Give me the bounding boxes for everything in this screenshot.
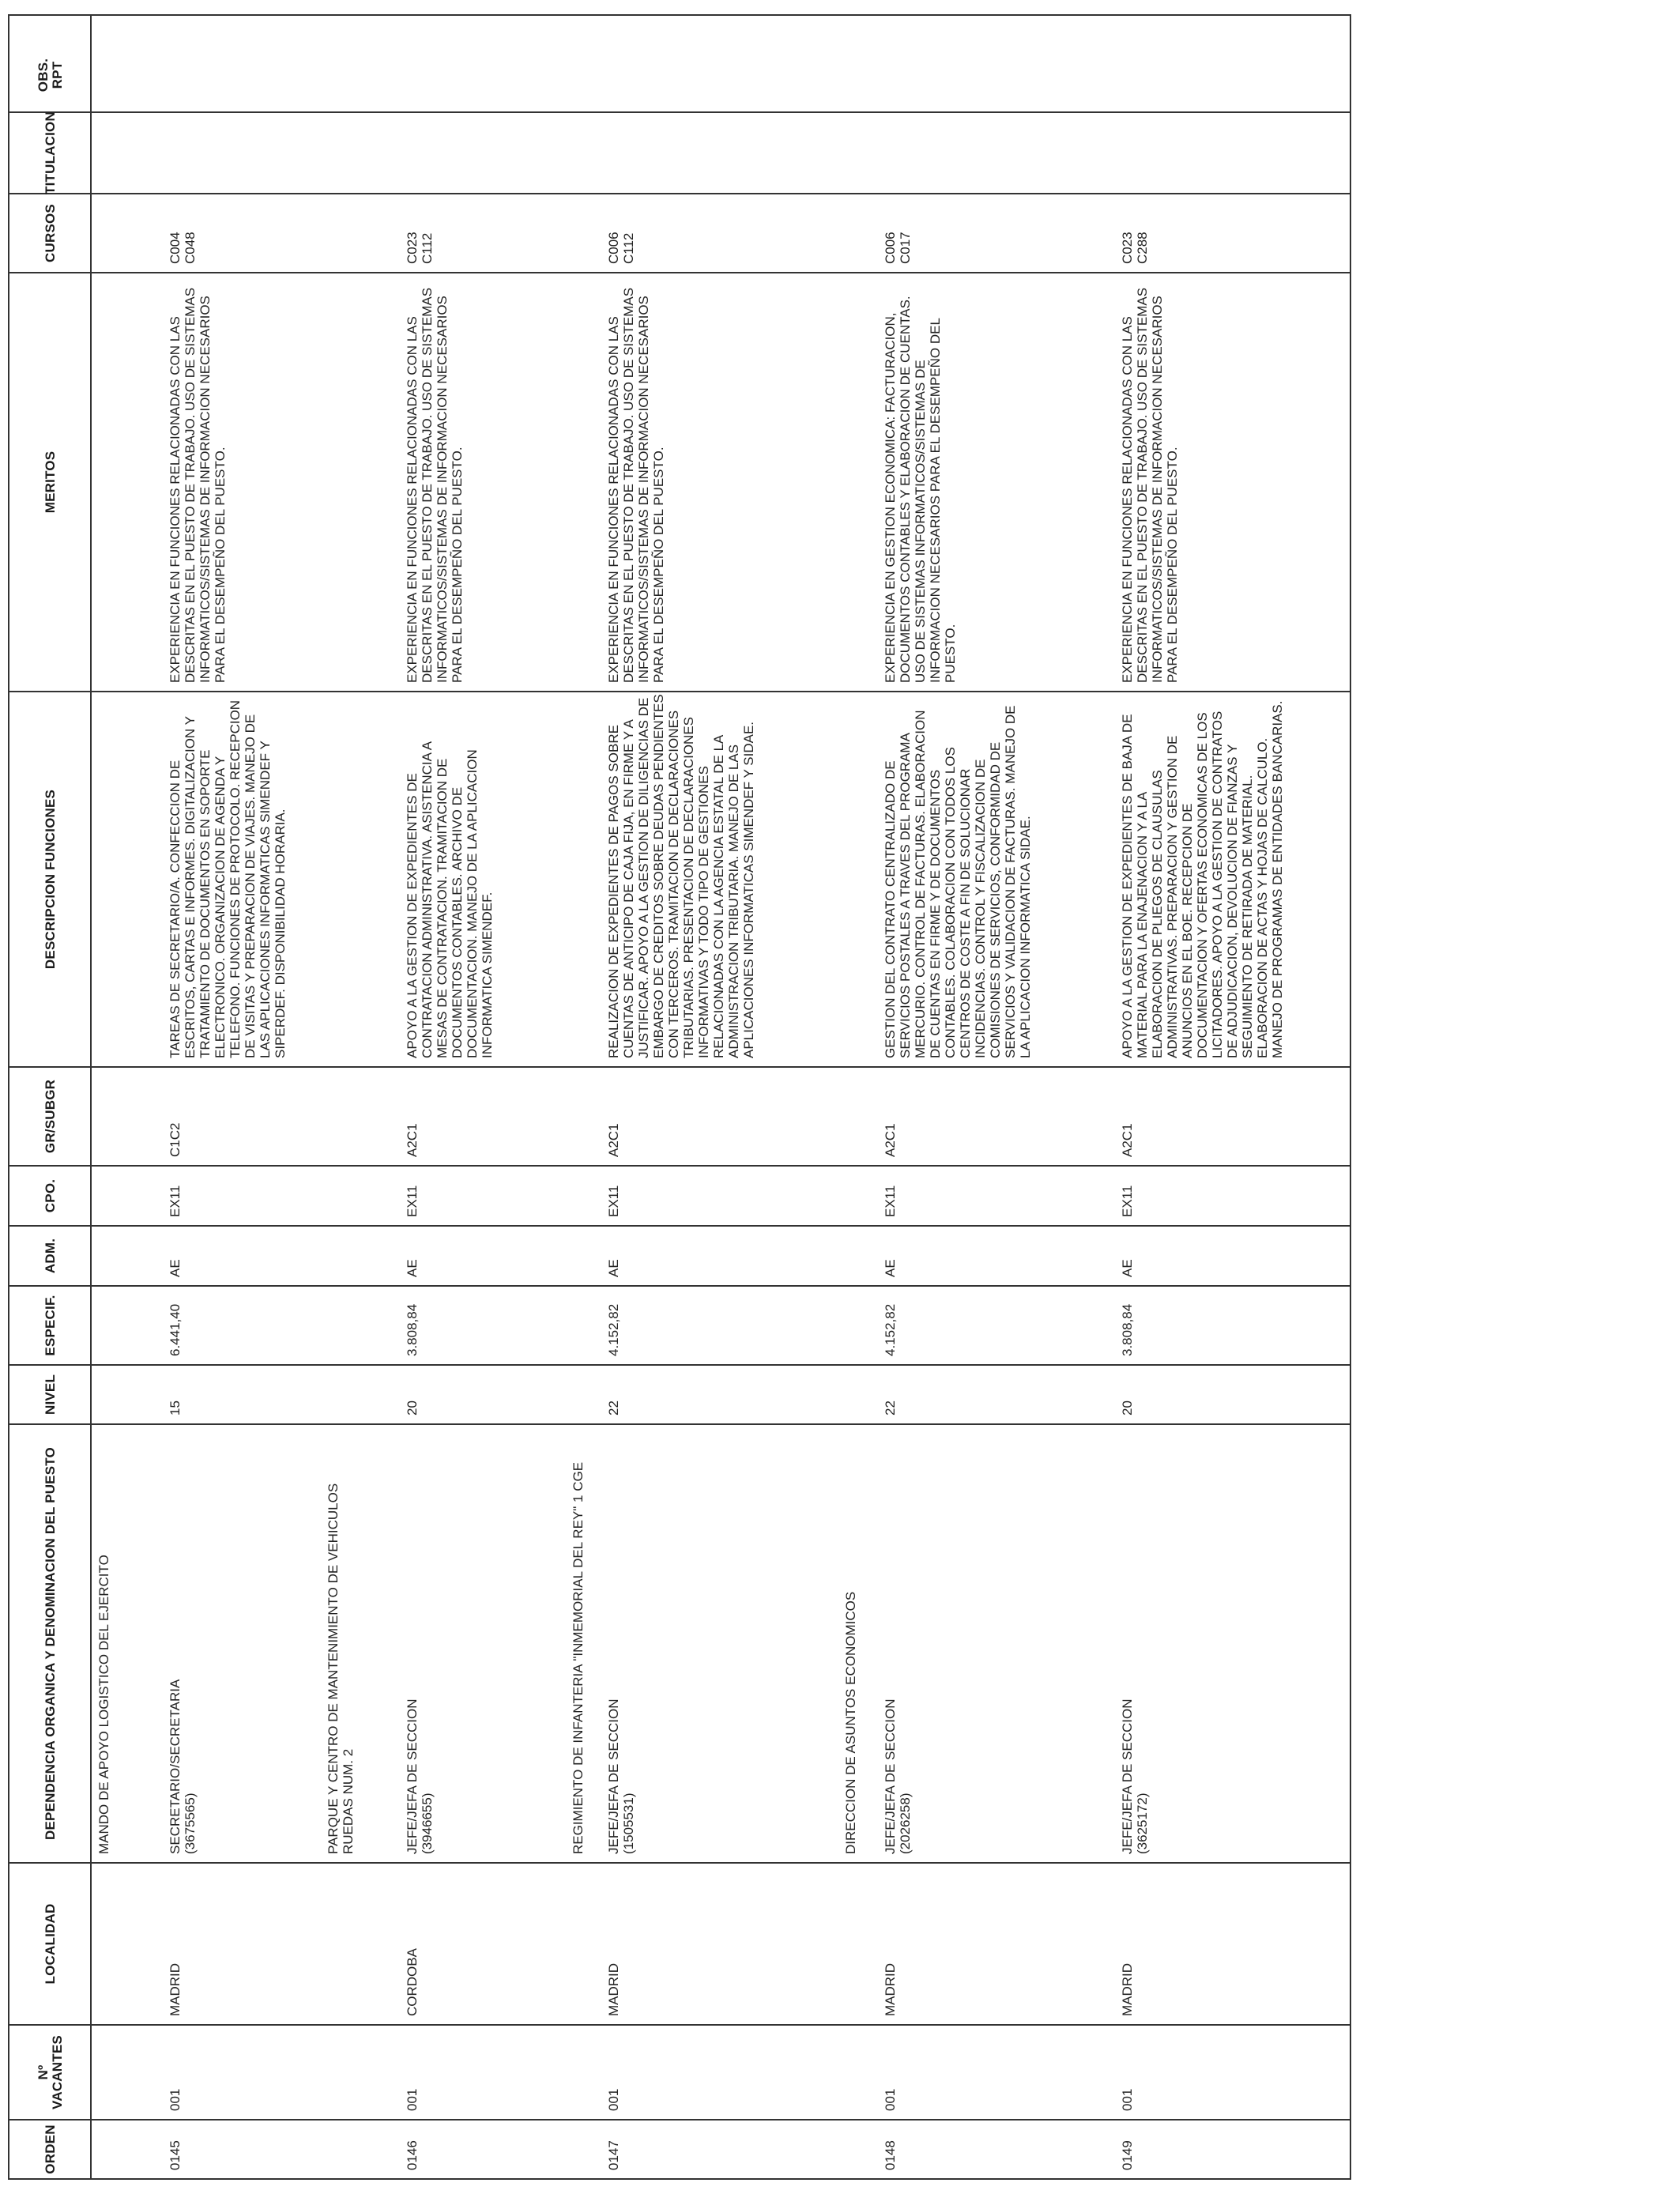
header-dependencia: DEPENDENCIA ORGANICA Y DENOMINACION DEL PUESTO — [43, 1447, 58, 1840]
dependency-group-heading: DIRECCION DE ASUNTOS ECONOMICOS — [843, 1591, 858, 1854]
column-orden — [9, 2119, 1350, 2178]
vacancies-table — [8, 14, 1351, 2180]
row-meritos: EXPERIENCIA EN FUNCIONES RELACIONADAS CON LAS DESCRITAS EN EL PUESTO DE TRABAJO. USO DE SISTEMAS INFORMATICOS/SISTEMAS DE INFORMACION NECESARIOS PARA EL DESEMPEÑO DEL PUESTO. — [168, 287, 228, 683]
row-puesto: SECRETARIO/SECRETARIA (3675565) — [168, 1679, 198, 1854]
row-adm: AE — [405, 1259, 420, 1277]
row-gr: A2C1 — [883, 1123, 898, 1157]
row-cursos: C023 C112 — [405, 232, 435, 264]
row-adm: AE — [606, 1259, 621, 1277]
row-orden: 0146 — [405, 2140, 420, 2170]
row-cursos: C006 C112 — [606, 232, 636, 264]
header-titulacion: TITULACION — [43, 111, 58, 194]
row-adm: AE — [883, 1259, 898, 1277]
row-funciones: APOYO A LA GESTION DE EXPEDIENTES DE CONTRATACION ADMINISTRATIVA. ASISTENCIA A MESAS DE CONTRATACION. TRAMITACION DE DOCUMENTOS CONTABLES. ARCHIVO DE DOCUMENTACION. MANEJO DE LA APLICACION INFORMATICA SIMENDEF. — [405, 741, 495, 1058]
row-gr: C1C2 — [168, 1122, 183, 1157]
header-cursos: CURSOS — [43, 204, 58, 262]
row-localidad: MADRID — [1120, 1962, 1135, 2016]
dependency-group-heading: MANDO DE APOYO LOGISTICO DEL EJERCITO — [96, 1555, 111, 1854]
header-gr: GR/SUBGR — [43, 1079, 58, 1154]
column-titulacion — [9, 111, 1350, 193]
row-especif: 3.808,84 — [1120, 1303, 1135, 1356]
column-obs — [9, 39, 1350, 111]
row-nivel: 22 — [883, 1400, 898, 1416]
row-puesto: JEFE/JEFA DE SECCION (2026258) — [883, 1698, 913, 1854]
row-vacantes: 001 — [606, 2088, 621, 2111]
row-cursos: C004 C048 — [168, 232, 198, 264]
header-nivel: NIVEL — [43, 1374, 58, 1416]
row-vacantes: 001 — [883, 2088, 898, 2111]
header-cpo: CPO. — [43, 1178, 58, 1213]
row-vacantes: 001 — [168, 2088, 183, 2111]
row-puesto: JEFE/JEFA DE SECCION (1505531) — [606, 1698, 636, 1854]
row-nivel: 20 — [1120, 1400, 1135, 1416]
row-orden: 0145 — [168, 2140, 183, 2170]
column-adm — [9, 1225, 1350, 1285]
row-orden: 0148 — [883, 2140, 898, 2170]
row-especif: 4.152,82 — [606, 1303, 621, 1356]
dependency-group-heading: REGIMIENTO DE INFANTERIA "INMEMORIAL DEL REY" 1 CGE — [571, 1461, 586, 1854]
header-orden: ORDEN — [43, 2124, 58, 2174]
row-cpo: EX11 — [1120, 1185, 1135, 1217]
row-adm: AE — [1120, 1259, 1135, 1277]
row-puesto: JEFE/JEFA DE SECCION (3625172) — [1120, 1698, 1150, 1854]
row-orden: 0149 — [1120, 2140, 1135, 2170]
column-vacantes — [9, 2024, 1350, 2119]
header-localidad: LOCALIDAD — [43, 1903, 58, 1985]
row-meritos: EXPERIENCIA EN FUNCIONES RELACIONADAS CON LAS DESCRITAS EN EL PUESTO DE TRABAJO. USO DE SISTEMAS INFORMATICOS/SISTEMAS DE INFORMACION NECESARIOS PARA EL DESEMPEÑO DEL PUESTO. — [606, 287, 666, 683]
column-localidad — [9, 1862, 1350, 2024]
row-localidad: CORDOBA — [405, 1948, 420, 2016]
header-funciones: DESCRIPCION FUNCIONES — [43, 789, 58, 970]
row-meritos: EXPERIENCIA EN FUNCIONES RELACIONADAS CON LAS DESCRITAS EN EL PUESTO DE TRABAJO. USO DE SISTEMAS INFORMATICOS/SISTEMAS DE INFORMACION NECESARIOS PARA EL DESEMPEÑO DEL PUESTO. — [1120, 287, 1180, 683]
row-gr: A2C1 — [1120, 1123, 1135, 1157]
row-funciones: TAREAS DE SECRETARIO/A. CONFECCION DE ESCRITOS, CARTAS E INFORMES. DIGITALIZACION Y TRATAMIENTO DE DOCUMENTOS EN SOPORTE ELECTRONICO. ORGANIZACION DE AGENDA Y TELEFONO. FUNCIONES DE PROTOCOLO. RECEPCION DE VISITAS Y PREPARACION DE VIAJES. MANEJO DE LAS APLICACIONES INFORMATICAS SIMENDEF Y SIPERDEF. DISPONIBILIDAD HORARIA. — [168, 699, 288, 1058]
row-localidad: MADRID — [883, 1962, 898, 2016]
row-gr: A2C1 — [405, 1123, 420, 1157]
row-funciones: REALIZACION DE EXPEDIENTES DE PAGOS SOBRE CUENTAS DE ANTICIPO DE CAJA FIJA, EN FIRME Y A JUSTIFICAR. APOYO A LA GESTION DE DILIGENCIAS DE EMBARGO DE CREDITOS SOBRE DEUDAS PENDIENTES CON TERCEROS. TRAMITACION DE DECLARACIONES TRIBUTARIAS. PRESENTACION DE DECLARACIONES INFORMATIVAS Y TODO TIPO DE GESTIONES RELACIONADAS CON LA AGENCIA ESTATAL DE LA ADMINISTRACION TRIBUTARIA. MANEJO DE LAS APLICACIONES INFORMATICAS SIMENDEF Y SIDAE. — [606, 694, 756, 1058]
row-nivel: 20 — [405, 1400, 420, 1416]
row-cpo: EX11 — [606, 1185, 621, 1217]
row-meritos: EXPERIENCIA EN FUNCIONES RELACIONADAS CON LAS DESCRITAS EN EL PUESTO DE TRABAJO. USO DE SISTEMAS INFORMATICOS/SISTEMAS DE INFORMACION NECESARIOS PARA EL DESEMPEÑO DEL PUESTO. — [405, 287, 465, 683]
column-gr — [9, 1066, 1350, 1165]
row-localidad: MADRID — [606, 1962, 621, 2016]
dependency-group-heading: PARQUE Y CENTRO DE MANTENIMIENTO DE VEHICULOS RUEDAS NUM. 2 — [326, 1483, 356, 1854]
column-cpo — [9, 1165, 1350, 1225]
row-cursos: C023 C288 — [1120, 232, 1150, 264]
header-obs: OBS. RPT — [36, 58, 65, 92]
row-cpo: EX11 — [168, 1185, 183, 1217]
row-meritos: EXPERIENCIA EN GESTION ECONOMICA: FACTURACION, DOCUMENTOS CONTABLES Y ELABORACION DE CUENTAS. USO DE SISTEMAS INFORMATICOS/SISTEMAS DE INFORMACION NECESARIOS PARA EL DESEMPEÑO DEL PUESTO. — [883, 296, 958, 683]
row-nivel: 15 — [168, 1400, 183, 1416]
column-especif — [9, 1285, 1350, 1364]
row-cpo: EX11 — [405, 1185, 420, 1217]
header-vacantes: Nº VACANTES — [36, 2035, 65, 2109]
header-adm: ADM. — [43, 1238, 58, 1274]
row-adm: AE — [168, 1259, 183, 1277]
column-nivel — [9, 1364, 1350, 1423]
header-meritos: MERITOS — [43, 450, 58, 514]
row-vacantes: 001 — [1120, 2088, 1135, 2111]
row-gr: A2C1 — [606, 1123, 621, 1157]
row-funciones: APOYO A LA GESTION DE EXPEDIENTES DE BAJA DE MATERIAL PARA LA ENAJENACION Y A LA ELABORACION DE PLIEGOS DE CLAUSULAS ADMINISTRATIVAS. PREPARACION Y GESTION DE ANUNCIOS EN EL BOE. RECEPCION DE DOCUMENTACION Y OFERTAS ECONOMICAS DE LOS LICITADORES. APOYO A LA GESTION DE CONTRATOS DE ADJUDICACION, DEVOLUCION DE FIANZAS Y SEGUIMIENTO DE RETIRADA DE MATERIAL. ELABORACION DE ACTAS Y HOJAS DE CALCULO. MANEJO DE PROGRAMAS DE ENTIDADES BANCARIAS. — [1120, 700, 1285, 1058]
row-localidad: MADRID — [168, 1962, 183, 2016]
row-especif: 3.808,84 — [405, 1303, 420, 1356]
row-especif: 4.152,82 — [883, 1303, 898, 1356]
row-especif: 6.441,40 — [168, 1303, 183, 1356]
row-orden: 0147 — [606, 2140, 621, 2170]
header-especif: ESPECIF. — [43, 1295, 58, 1356]
row-puesto: JEFE/JEFA DE SECCION (3946655) — [405, 1698, 435, 1854]
row-funciones: GESTION DEL CONTRATO CENTRALIZADO DE SERVICIOS POSTALES A TRAVES DEL PROGRAMA MERCURIO. CONTROL DE FACTURAS. ELABORACION DE CUENTAS EN FIRME Y DE DOCUMENTOS CONTABLES. COLABORACION CON TODOS LOS CENTROS DE COSTE A FIN DE SOLUCIONAR INCIDENCIAS. CONTROL Y FISCALIZACION DE COMISIONES DE SERVICIOS, CONFORMIDAD DE SERVICIOS Y VALIDACION DE FACTURAS. MANEJO DE LA APLICACION INFORMATICA SIDAE. — [883, 705, 1033, 1058]
row-cpo: EX11 — [883, 1185, 898, 1217]
row-nivel: 22 — [606, 1400, 621, 1416]
row-vacantes: 001 — [405, 2088, 420, 2111]
row-cursos: C006 C017 — [883, 232, 913, 264]
